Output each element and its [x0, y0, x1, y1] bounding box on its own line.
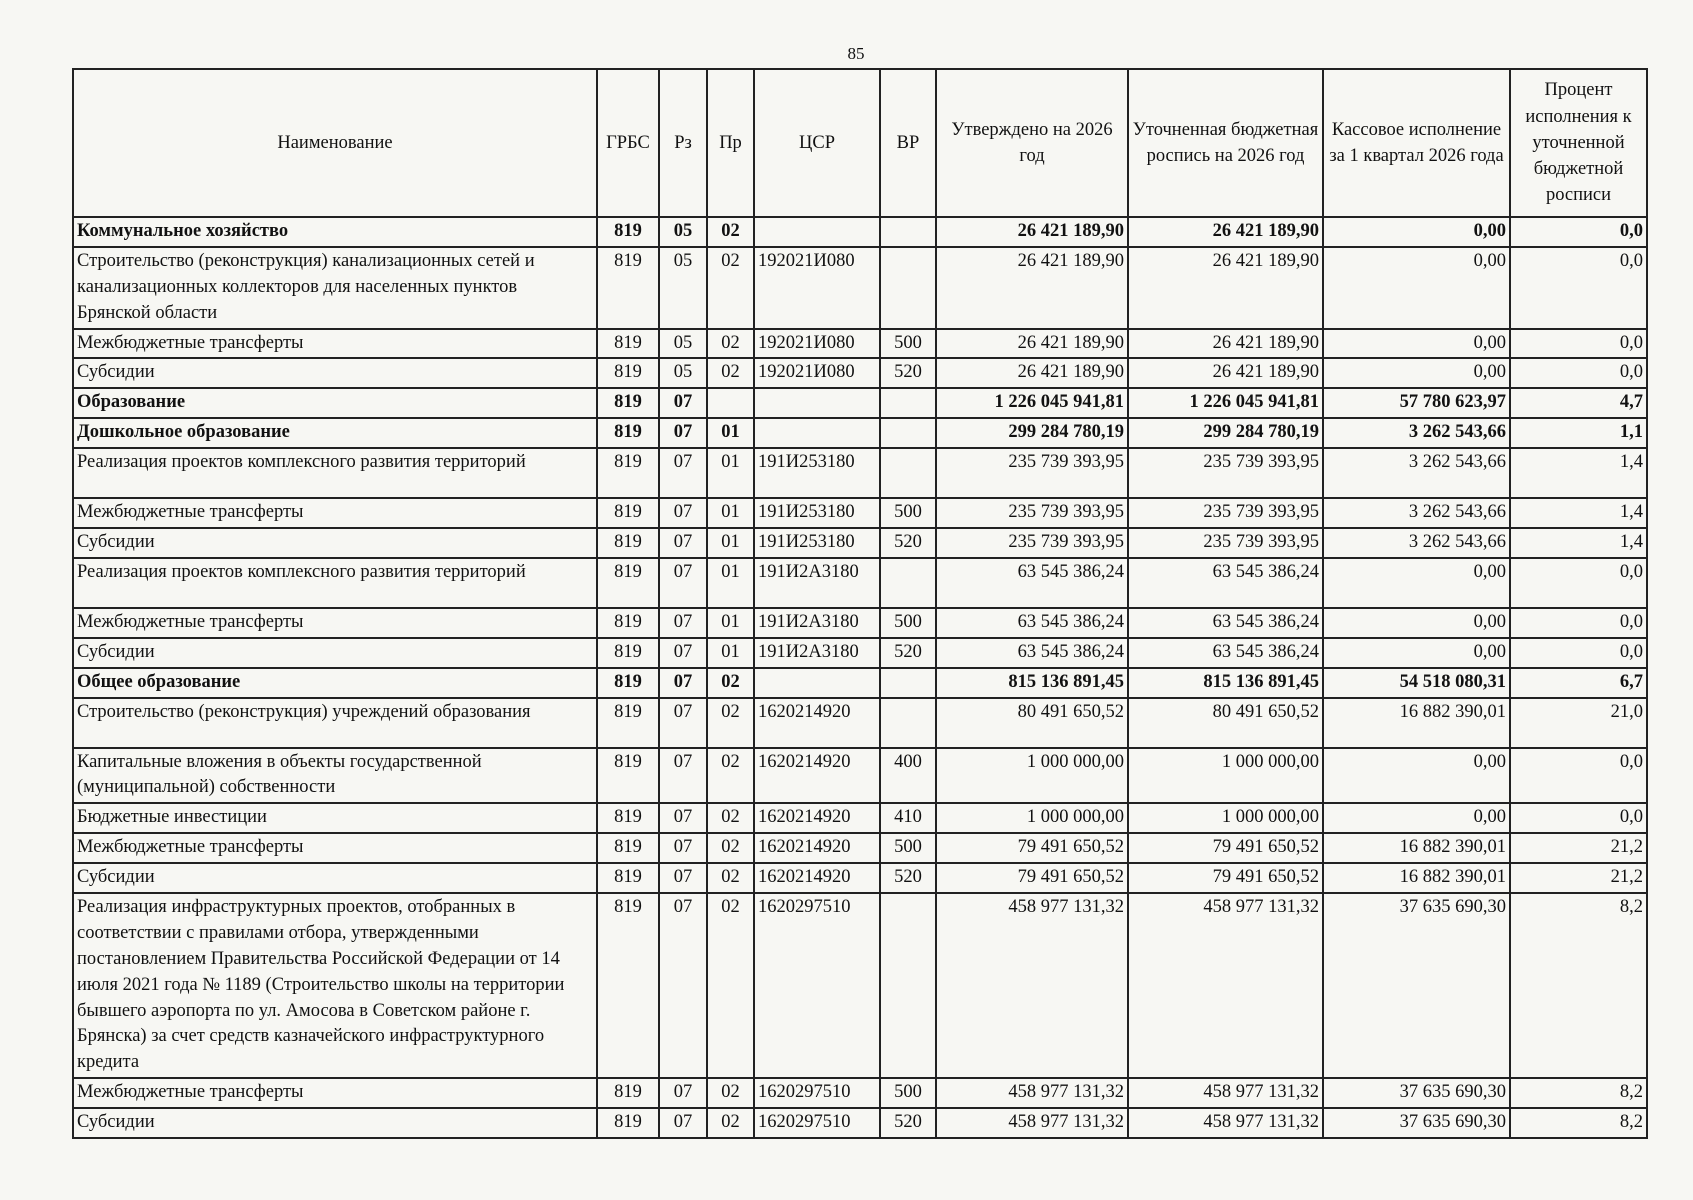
cell-refined: 1 000 000,00: [1128, 803, 1323, 833]
cell-percent: 0,0: [1510, 247, 1647, 329]
cell-grbs: 819: [597, 668, 659, 698]
cell-csr: 191И2А3180: [754, 608, 880, 638]
cell-pr: 02: [707, 863, 754, 893]
cell-refined: 458 977 131,32: [1128, 893, 1323, 1078]
cell-refined: 235 739 393,95: [1128, 448, 1323, 498]
cell-cash: 0,00: [1323, 358, 1510, 388]
cell-name: Межбюджетные трансферты: [73, 329, 597, 359]
cell-refined: 80 491 650,52: [1128, 698, 1323, 748]
cell-csr: [754, 388, 880, 418]
cell-rz: 05: [659, 247, 707, 329]
cell-name: Дошкольное образование: [73, 418, 597, 448]
table-row: [73, 748, 1647, 804]
cell-percent: 21,2: [1510, 833, 1647, 863]
cell-approved: 235 739 393,95: [936, 448, 1128, 498]
cell-rz: 07: [659, 863, 707, 893]
cell-pr: 02: [707, 217, 754, 247]
cell-cash: 0,00: [1323, 608, 1510, 638]
cell-pr: 02: [707, 329, 754, 359]
cell-rz: 07: [659, 528, 707, 558]
cell-rz: 05: [659, 217, 707, 247]
cell-vr: 520: [880, 358, 936, 388]
cell-name: Межбюджетные трансферты: [73, 498, 597, 528]
cell-approved: 1 226 045 941,81: [936, 388, 1128, 418]
cell-grbs: 819: [597, 803, 659, 833]
cell-approved: 815 136 891,45: [936, 668, 1128, 698]
cell-approved: 458 977 131,32: [936, 893, 1128, 1078]
table-row: [73, 638, 1647, 668]
cell-approved: 1 000 000,00: [936, 803, 1128, 833]
cell-csr: 1620297510: [754, 1078, 880, 1108]
table-row: [73, 528, 1647, 558]
cell-csr: 192021И080: [754, 247, 880, 329]
cell-refined: 26 421 189,90: [1128, 217, 1323, 247]
cell-csr: 1620297510: [754, 1108, 880, 1138]
cell-csr: 1620214920: [754, 803, 880, 833]
cell-name: Реализация инфраструктурных проектов, отобранных в соответствии с правилами отбора, утвержденными постановлением Правительства Российской Федерации от 14 июля 2021 года № 1189 (Строительство школы на территории бывшего аэропорта по ул. Амосова в Советском районе г. Брянска) за счет средств казначейского инфраструктурного кредита: [73, 893, 597, 1078]
cell-csr: [754, 217, 880, 247]
cell-approved: 235 739 393,95: [936, 528, 1128, 558]
cell-vr: 520: [880, 638, 936, 668]
cell-percent: 4,7: [1510, 388, 1647, 418]
cell-percent: 6,7: [1510, 668, 1647, 698]
cell-rz: 07: [659, 608, 707, 638]
cell-vr: 500: [880, 329, 936, 359]
cell-refined: 79 491 650,52: [1128, 833, 1323, 863]
cell-cash: 0,00: [1323, 748, 1510, 804]
cell-pr: 02: [707, 833, 754, 863]
cell-cash: 3 262 543,66: [1323, 448, 1510, 498]
cell-percent: 1,4: [1510, 528, 1647, 558]
cell-csr: 191И253180: [754, 448, 880, 498]
cell-pr: [707, 388, 754, 418]
cell-percent: 21,2: [1510, 863, 1647, 893]
header-vr: ВР: [880, 69, 936, 217]
cell-approved: 63 545 386,24: [936, 608, 1128, 638]
table-row: [73, 608, 1647, 638]
cell-csr: 1620214920: [754, 863, 880, 893]
cell-refined: 1 226 045 941,81: [1128, 388, 1323, 418]
cell-approved: 26 421 189,90: [936, 329, 1128, 359]
cell-rz: 07: [659, 418, 707, 448]
cell-grbs: 819: [597, 1078, 659, 1108]
cell-name: Субсидии: [73, 528, 597, 558]
cell-grbs: 819: [597, 638, 659, 668]
cell-cash: 0,00: [1323, 558, 1510, 608]
cell-percent: 0,0: [1510, 558, 1647, 608]
cell-rz: 07: [659, 803, 707, 833]
cell-percent: 0,0: [1510, 358, 1647, 388]
cell-vr: [880, 893, 936, 1078]
cell-cash: 3 262 543,66: [1323, 418, 1510, 448]
cell-vr: 500: [880, 608, 936, 638]
cell-grbs: 819: [597, 698, 659, 748]
cell-percent: 21,0: [1510, 698, 1647, 748]
cell-pr: 02: [707, 1108, 754, 1138]
cell-grbs: 819: [597, 528, 659, 558]
cell-refined: 235 739 393,95: [1128, 528, 1323, 558]
cell-refined: 63 545 386,24: [1128, 638, 1323, 668]
cell-pr: 02: [707, 803, 754, 833]
cell-pr: 02: [707, 748, 754, 804]
table-row: [73, 558, 1647, 608]
table-row: [73, 498, 1647, 528]
cell-rz: 07: [659, 558, 707, 608]
cell-rz: 07: [659, 1078, 707, 1108]
cell-vr: 500: [880, 1078, 936, 1108]
cell-csr: 1620214920: [754, 833, 880, 863]
cell-rz: 07: [659, 1108, 707, 1138]
cell-approved: 63 545 386,24: [936, 638, 1128, 668]
cell-rz: 07: [659, 833, 707, 863]
cell-rz: 07: [659, 698, 707, 748]
cell-cash: 57 780 623,97: [1323, 388, 1510, 418]
cell-rz: 07: [659, 668, 707, 698]
cell-grbs: 819: [597, 608, 659, 638]
cell-name: Капитальные вложения в объекты государственной (муниципальной) собственности: [73, 748, 597, 804]
cell-pr: 02: [707, 893, 754, 1078]
cell-vr: [880, 668, 936, 698]
cell-approved: 458 977 131,32: [936, 1078, 1128, 1108]
cell-vr: 500: [880, 833, 936, 863]
cell-name: Строительство (реконструкция) учреждений образования: [73, 698, 597, 748]
table-row: [73, 247, 1647, 329]
header-csr: ЦСР: [754, 69, 880, 217]
cell-csr: [754, 418, 880, 448]
table-row: [73, 329, 1647, 359]
cell-csr: 192021И080: [754, 329, 880, 359]
cell-csr: 191И253180: [754, 498, 880, 528]
table-row: [73, 1078, 1647, 1108]
cell-rz: 07: [659, 388, 707, 418]
cell-percent: 1,4: [1510, 498, 1647, 528]
cell-percent: 8,2: [1510, 1078, 1647, 1108]
cell-rz: 07: [659, 498, 707, 528]
cell-grbs: 819: [597, 748, 659, 804]
header-rz: Рз: [659, 69, 707, 217]
header-percent: Процент исполнения к уточненной бюджетной росписи: [1510, 69, 1647, 217]
cell-rz: 05: [659, 358, 707, 388]
cell-vr: [880, 217, 936, 247]
cell-cash: 37 635 690,30: [1323, 1108, 1510, 1138]
cell-grbs: 819: [597, 558, 659, 608]
cell-name: Коммунальное хозяйство: [73, 217, 597, 247]
cell-grbs: 819: [597, 498, 659, 528]
cell-name: Образование: [73, 388, 597, 418]
cell-cash: 54 518 080,31: [1323, 668, 1510, 698]
cell-vr: [880, 448, 936, 498]
table-row: [73, 668, 1647, 698]
cell-pr: 01: [707, 448, 754, 498]
cell-csr: 191И2А3180: [754, 638, 880, 668]
cell-vr: 520: [880, 1108, 936, 1138]
budget-table: [72, 68, 1648, 1139]
cell-grbs: 819: [597, 388, 659, 418]
header-pr: Пр: [707, 69, 754, 217]
cell-cash: 0,00: [1323, 217, 1510, 247]
table-row: [73, 1108, 1647, 1138]
cell-cash: 37 635 690,30: [1323, 893, 1510, 1078]
cell-refined: 458 977 131,32: [1128, 1078, 1323, 1108]
cell-grbs: 819: [597, 247, 659, 329]
cell-approved: 26 421 189,90: [936, 217, 1128, 247]
cell-approved: 79 491 650,52: [936, 863, 1128, 893]
cell-refined: 63 545 386,24: [1128, 608, 1323, 638]
header-cash: Кассовое исполнение за 1 квартал 2026 года: [1323, 69, 1510, 217]
table-row: [73, 217, 1647, 247]
cell-name: Общее образование: [73, 668, 597, 698]
cell-vr: 520: [880, 528, 936, 558]
cell-name: Бюджетные инвестиции: [73, 803, 597, 833]
cell-percent: 8,2: [1510, 893, 1647, 1078]
cell-name: Субсидии: [73, 1108, 597, 1138]
cell-vr: [880, 558, 936, 608]
cell-pr: 02: [707, 358, 754, 388]
cell-rz: 07: [659, 638, 707, 668]
cell-vr: 400: [880, 748, 936, 804]
cell-grbs: 819: [597, 833, 659, 863]
cell-rz: 07: [659, 893, 707, 1078]
cell-refined: 26 421 189,90: [1128, 329, 1323, 359]
cell-pr: 01: [707, 638, 754, 668]
cell-cash: 0,00: [1323, 803, 1510, 833]
cell-percent: 8,2: [1510, 1108, 1647, 1138]
table-row: [73, 803, 1647, 833]
cell-cash: 0,00: [1323, 638, 1510, 668]
header-name: Наименование: [73, 69, 597, 217]
cell-percent: 0,0: [1510, 329, 1647, 359]
cell-csr: [754, 668, 880, 698]
cell-percent: 0,0: [1510, 748, 1647, 804]
cell-name: Межбюджетные трансферты: [73, 1078, 597, 1108]
cell-csr: 1620214920: [754, 698, 880, 748]
cell-approved: 235 739 393,95: [936, 498, 1128, 528]
cell-grbs: 819: [597, 217, 659, 247]
cell-name: Межбюджетные трансферты: [73, 608, 597, 638]
cell-csr: 1620214920: [754, 748, 880, 804]
cell-approved: 80 491 650,52: [936, 698, 1128, 748]
cell-rz: 07: [659, 448, 707, 498]
header-refined: Уточненная бюджетная роспись на 2026 год: [1128, 69, 1323, 217]
table-row: [73, 863, 1647, 893]
cell-cash: 0,00: [1323, 329, 1510, 359]
cell-cash: 3 262 543,66: [1323, 498, 1510, 528]
cell-pr: 01: [707, 558, 754, 608]
cell-pr: 02: [707, 1078, 754, 1108]
cell-refined: 26 421 189,90: [1128, 358, 1323, 388]
cell-refined: 458 977 131,32: [1128, 1108, 1323, 1138]
cell-vr: 500: [880, 498, 936, 528]
cell-approved: 1 000 000,00: [936, 748, 1128, 804]
cell-pr: 01: [707, 528, 754, 558]
cell-grbs: 819: [597, 863, 659, 893]
cell-rz: 07: [659, 748, 707, 804]
cell-pr: 01: [707, 498, 754, 528]
cell-vr: [880, 418, 936, 448]
cell-pr: 02: [707, 668, 754, 698]
cell-vr: [880, 247, 936, 329]
cell-pr: 01: [707, 418, 754, 448]
cell-approved: 299 284 780,19: [936, 418, 1128, 448]
cell-grbs: 819: [597, 358, 659, 388]
cell-pr: 02: [707, 247, 754, 329]
cell-grbs: 819: [597, 448, 659, 498]
cell-name: Субсидии: [73, 358, 597, 388]
cell-percent: 1,4: [1510, 448, 1647, 498]
cell-refined: 79 491 650,52: [1128, 863, 1323, 893]
cell-name: Реализация проектов комплексного развития территорий: [73, 558, 597, 608]
cell-refined: 63 545 386,24: [1128, 558, 1323, 608]
cell-percent: 0,0: [1510, 803, 1647, 833]
cell-name: Реализация проектов комплексного развития территорий: [73, 448, 597, 498]
cell-grbs: 819: [597, 893, 659, 1078]
page-number: 85: [847, 44, 865, 63]
cell-grbs: 819: [597, 418, 659, 448]
table-row: [73, 358, 1647, 388]
cell-approved: 458 977 131,32: [936, 1108, 1128, 1138]
cell-csr: 1620297510: [754, 893, 880, 1078]
table-row: [73, 833, 1647, 863]
cell-approved: 79 491 650,52: [936, 833, 1128, 863]
cell-vr: [880, 388, 936, 418]
table-row: [73, 698, 1647, 748]
cell-name: Строительство (реконструкция) канализационных сетей и канализационных коллекторов для населенных пунктов Брянской области: [73, 247, 597, 329]
cell-csr: 191И2А3180: [754, 558, 880, 608]
cell-refined: 815 136 891,45: [1128, 668, 1323, 698]
cell-name: Межбюджетные трансферты: [73, 833, 597, 863]
table-body: [73, 217, 1647, 1138]
cell-vr: 520: [880, 863, 936, 893]
cell-refined: 235 739 393,95: [1128, 498, 1323, 528]
cell-name: Субсидии: [73, 863, 597, 893]
cell-approved: 26 421 189,90: [936, 247, 1128, 329]
cell-grbs: 819: [597, 329, 659, 359]
cell-approved: 26 421 189,90: [936, 358, 1128, 388]
cell-vr: [880, 698, 936, 748]
cell-refined: 26 421 189,90: [1128, 247, 1323, 329]
table-row: [73, 388, 1647, 418]
cell-rz: 05: [659, 329, 707, 359]
header-approved: Утверждено на 2026 год: [936, 69, 1128, 217]
cell-cash: 37 635 690,30: [1323, 1078, 1510, 1108]
cell-cash: 0,00: [1323, 247, 1510, 329]
cell-cash: 16 882 390,01: [1323, 698, 1510, 748]
cell-vr: 410: [880, 803, 936, 833]
cell-refined: 1 000 000,00: [1128, 748, 1323, 804]
table-row: [73, 893, 1647, 1078]
cell-percent: 1,1: [1510, 418, 1647, 448]
cell-refined: 299 284 780,19: [1128, 418, 1323, 448]
table-row: [73, 448, 1647, 498]
cell-cash: 16 882 390,01: [1323, 833, 1510, 863]
cell-name: Субсидии: [73, 638, 597, 668]
cell-csr: 191И253180: [754, 528, 880, 558]
header-grbs: ГРБС: [597, 69, 659, 217]
cell-grbs: 819: [597, 1108, 659, 1138]
cell-percent: 0,0: [1510, 217, 1647, 247]
cell-cash: 3 262 543,66: [1323, 528, 1510, 558]
cell-pr: 02: [707, 698, 754, 748]
cell-csr: 192021И080: [754, 358, 880, 388]
table-header-row: [73, 69, 1647, 217]
table-row: [73, 418, 1647, 448]
cell-cash: 16 882 390,01: [1323, 863, 1510, 893]
cell-percent: 0,0: [1510, 638, 1647, 668]
cell-pr: 01: [707, 608, 754, 638]
cell-approved: 63 545 386,24: [936, 558, 1128, 608]
cell-percent: 0,0: [1510, 608, 1647, 638]
